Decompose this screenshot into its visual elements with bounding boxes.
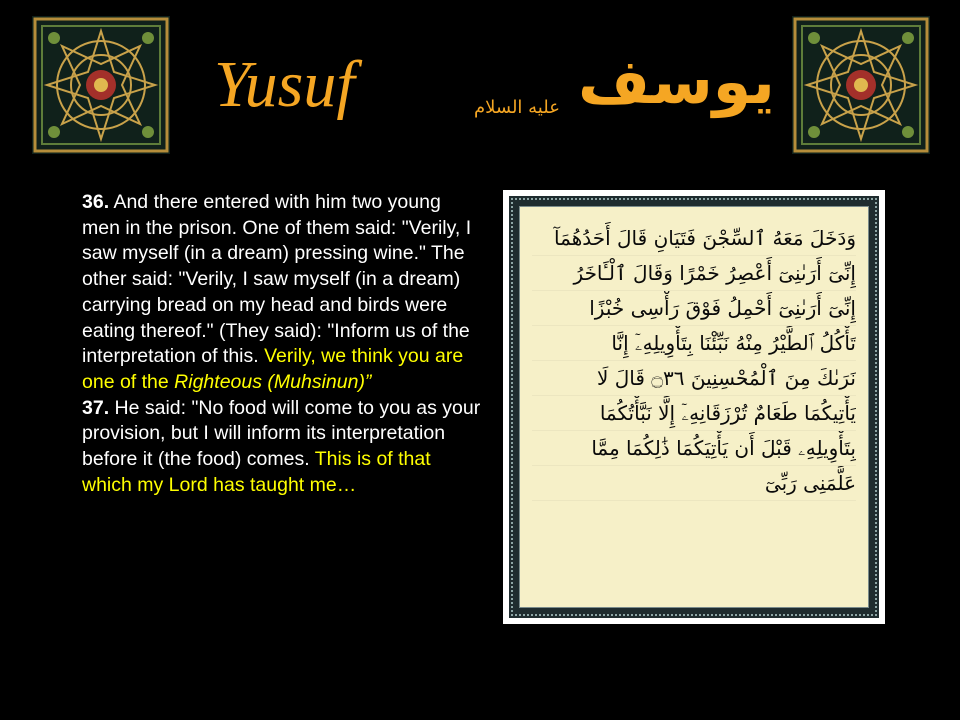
quran-page-image — [503, 190, 885, 624]
verse-36-highlight: Verily, we think you are one of the — [82, 345, 464, 393]
quran-page-frame — [509, 196, 879, 618]
quran-line: بِتَأْوِيلِهِۦ قَبْلَ أَن يَأْتِيَكُمَا ذَٰلِكُمَا مِمَّا — [532, 431, 856, 466]
ornament-right-icon — [792, 16, 930, 154]
verse-36-number: 36. — [82, 191, 110, 213]
quran-line: تَأْكُلُ ٱلطَّيْرُ مِنْهُ نَبِّئْنَا بِتَأْوِيلِهِۦٓ إِنَّا — [532, 326, 856, 361]
title-arabic: يوسف — [578, 45, 775, 118]
verse-37-number: 37. — [82, 396, 110, 419]
verse-translation — [82, 190, 482, 498]
quran-line: إِنِّىٓ أَرَىٰنِىٓ أَعْصِرُ خَمْرًا وَقَالَ ٱلْـَٔاخَرُ — [532, 256, 856, 291]
title-english: Yusuf — [214, 48, 355, 121]
quran-line: يَأْتِيكُمَا طَعَامٌ تُرْزَقَانِهِۦٓ إِلَّا نَبَّأْتُكُمَا — [532, 396, 856, 431]
verse-37-text: He said: "No food will come to you as your provision, but I will inform its interpretation before it (the food) comes. — [82, 396, 481, 471]
verse-37-highlight: This is of that which my Lord has taught me… — [82, 448, 431, 496]
quran-line: وَدَخَلَ مَعَهُ ٱلسِّجْنَ فَتَيَانِ قَالَ أَحَدُهُمَآ — [532, 221, 856, 256]
quran-line: إِنِّىٓ أَرَىٰنِىٓ أَحْمِلُ فَوْقَ رَأْسِى خُبْزًا — [532, 291, 856, 326]
title-arabic-honorific: عليه السلام — [474, 97, 560, 118]
quran-page-text — [519, 206, 869, 608]
verse-36-text: And there entered with him two young men in the prison. One of them said: "Verily, I saw myself (in a dream) pressing wine." The other said: "Verily, I saw myself (in a dream) carrying bread on my head and birds were eating thereof." (They said): "Inform us of the interpretation of this. — [82, 191, 472, 368]
ornament-left-icon — [32, 16, 170, 154]
quran-line: نَرَىٰكَ مِنَ ٱلْمُحْسِنِينَ ۝٣٦ قَالَ لَا — [532, 361, 856, 396]
quran-line: عَلَّمَنِى رَبِّىٓ — [532, 466, 856, 501]
verse-36-highlight-italic: Righteous (Muhsinun)” — [174, 370, 372, 393]
